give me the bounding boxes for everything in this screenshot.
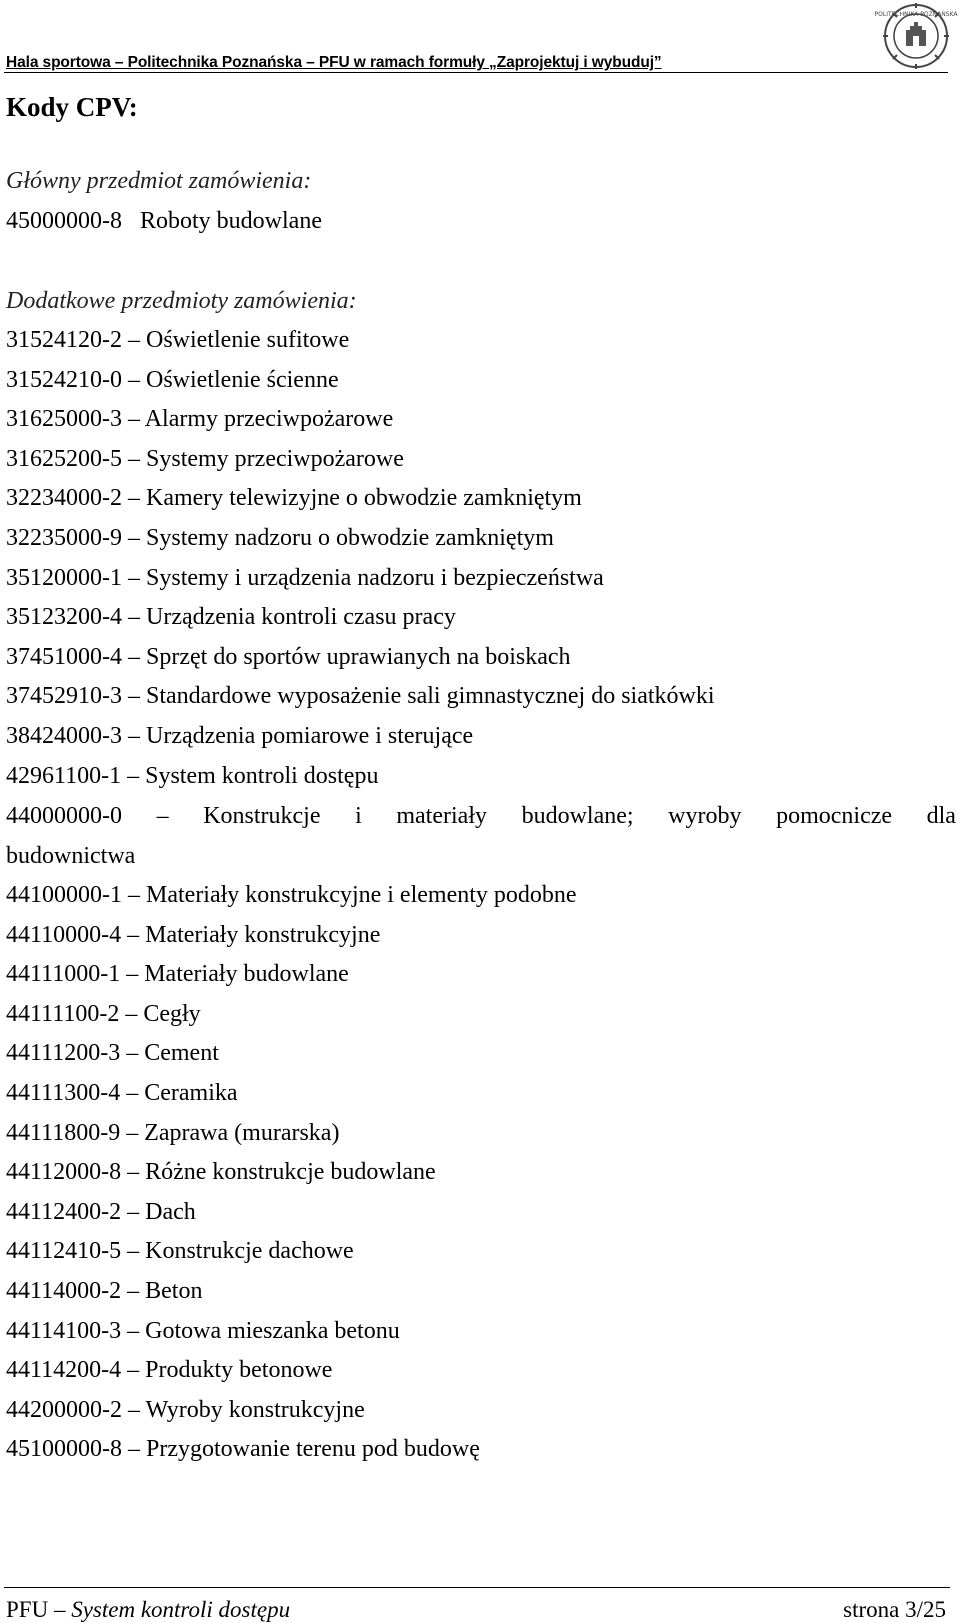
cpv-item-wrapped: 44000000-0 – Konstrukcje i materiały budowlane; wyroby pomocnicze dla	[6, 803, 956, 829]
cpv-description: Urządzenia pomiarowe i sterujące	[146, 723, 474, 749]
svg-text:POLITECHNIKA POZNAŃSKA: POLITECHNIKA POZNAŃSKA	[874, 11, 958, 18]
header-text: Hala sportowa – Politechnika Poznańska – PFU w ramach formuły „Zaprojektuj i wybuduj”	[6, 54, 662, 71]
cpv-code: 44111200-3	[6, 1040, 121, 1067]
cpv-description: Kamery telewizyjne o obwodzie zamkniętym	[146, 485, 582, 512]
cpv-description: Wyroby konstrukcyjne	[145, 1396, 365, 1423]
cpv-item: 31625000-3 – Alarmy przeciwpożarowe	[6, 406, 394, 433]
cpv-code: 44000000-0	[6, 803, 122, 829]
cpv-item: 44112400-2 – Dach	[6, 1198, 196, 1225]
cpv-description: Alarmy przeciwpożarowe	[144, 406, 394, 433]
cpv-item: 35123200-4 – Urządzenia kontroli czasu pracy	[6, 604, 456, 631]
cpv-item-continuation: budownictwa	[6, 843, 136, 869]
cpv-description: Dach	[145, 1198, 196, 1225]
footer-document-title: PFU – System kontroli dostępu	[6, 1597, 291, 1622]
cpv-item: 44100000-1 – Materiały konstrukcyjne i elementy podobne	[6, 882, 577, 908]
cpv-item: 44200000-2 – Wyroby konstrukcyjne	[6, 1396, 365, 1423]
page-footer	[4, 1587, 950, 1622]
cpv-description: Materiały konstrukcyjne i elementy podobne	[146, 882, 577, 908]
cpv-description: Roboty budowlane	[140, 208, 322, 234]
cpv-code: 32234000-2	[6, 485, 122, 512]
cpv-description: Zaprawa (murarska)	[144, 1119, 340, 1146]
page-header	[4, 48, 948, 73]
cpv-code: 44114200-4	[6, 1357, 122, 1384]
cpv-description: Beton	[145, 1278, 203, 1304]
cpv-description: Materiały budowlane	[144, 961, 349, 988]
cpv-code: 31524210-0	[6, 366, 122, 393]
cpv-description: Systemy i urządzenia nadzoru i bezpieczeństwa	[146, 564, 604, 591]
cpv-description: Systemy przeciwpożarowe	[146, 445, 404, 472]
cpv-description: Różne konstrukcje budowlane	[145, 1159, 436, 1186]
cpv-description: Cegły	[143, 1000, 201, 1027]
cpv-item: 32235000-9 – Systemy nadzoru o obwodzie zamkniętym	[6, 525, 554, 551]
cpv-description: Sprzęt do sportów uprawianych na boiskach	[146, 643, 571, 670]
cpv-description: Oświetlenie sufitowe	[146, 327, 350, 353]
cpv-code: 44110000-4	[6, 921, 122, 948]
cpv-description: Standardowe wyposażenie sali gimnastycznej do siatkówki	[146, 683, 715, 710]
additional-subjects-label: Dodatkowe przedmioty zamówienia:	[6, 288, 357, 314]
cpv-code: 44100000-1	[6, 882, 122, 908]
cpv-item: 37452910-3 – Standardowe wyposażenie sali gimnastycznej do siatkówki	[6, 683, 715, 710]
cpv-code: 44112410-5	[6, 1238, 122, 1265]
cpv-code: 42961100-1	[6, 762, 122, 789]
page-title: Kody CPV:	[6, 92, 138, 122]
cpv-code: 44200000-2	[6, 1396, 122, 1423]
cpv-code: 37451000-4	[6, 643, 122, 670]
cpv-description: Materiały konstrukcyjne	[145, 921, 381, 948]
cpv-code: 35120000-1	[6, 564, 122, 591]
cpv-description: System kontroli dostępu	[145, 762, 379, 789]
cpv-code: 44114100-3	[6, 1317, 122, 1344]
cpv-code: 45100000-8	[6, 1436, 122, 1463]
cpv-item: 44111000-1 – Materiały budowlane	[6, 961, 349, 988]
cpv-description: Produkty betonowe	[145, 1357, 333, 1384]
cpv-item: 44111800-9 – Zaprawa (murarska)	[6, 1119, 340, 1146]
cpv-item: 44112410-5 – Konstrukcje dachowe	[6, 1238, 354, 1265]
cpv-item: 32234000-2 – Kamery telewizyjne o obwodzie zamkniętym	[6, 485, 582, 512]
cpv-item: 31625200-5 – Systemy przeciwpożarowe	[6, 445, 404, 472]
cpv-item: 44111300-4 – Ceramika	[6, 1080, 238, 1106]
university-logo	[874, 2, 958, 70]
cpv-item: 44114200-4 – Produkty betonowe	[6, 1357, 333, 1384]
cpv-description: Systemy nadzoru o obwodzie zamkniętym	[146, 525, 554, 551]
cpv-code: 31625200-5	[6, 445, 122, 472]
cpv-item: 42961100-1 – System kontroli dostępu	[6, 762, 379, 789]
cpv-description: Ceramika	[144, 1080, 238, 1106]
cpv-description: Cement	[144, 1040, 219, 1067]
cpv-code: 44111100-2	[6, 1000, 120, 1027]
cpv-item: 45100000-8 – Przygotowanie terenu pod budowę	[6, 1436, 480, 1463]
cpv-item: 38424000-3 – Urządzenia pomiarowe i sterujące	[6, 723, 474, 749]
cpv-code: 44111000-1	[6, 961, 121, 988]
cpv-code: 44114000-2	[6, 1278, 122, 1304]
main-subject-label: Główny przedmiot zamówienia:	[6, 168, 312, 194]
cpv-item: 44110000-4 – Materiały konstrukcyjne	[6, 921, 381, 948]
cpv-item: 44114100-3 – Gotowa mieszanka betonu	[6, 1317, 400, 1344]
cpv-item: 44111200-3 – Cement	[6, 1040, 219, 1067]
cpv-description: Oświetlenie ścienne	[146, 366, 339, 393]
main-subject-item	[6, 208, 322, 235]
cpv-code: 35123200-4	[6, 604, 122, 631]
cpv-item: 44112000-8 – Różne konstrukcje budowlane	[6, 1159, 436, 1186]
cpv-code: 31524120-2	[6, 327, 122, 353]
cpv-item: 31524210-0 – Oświetlenie ścienne	[6, 366, 339, 393]
cpv-code: 44112400-2	[6, 1198, 122, 1225]
page-number: strona 3/25	[843, 1597, 946, 1622]
cpv-code: 31625000-3	[6, 406, 122, 433]
cpv-code: 37452910-3	[6, 683, 122, 710]
cpv-item: 35120000-1 – Systemy i urządzenia nadzoru i bezpieczeństwa	[6, 564, 604, 591]
cpv-code: 45000000-8	[6, 208, 122, 234]
cpv-code: 32235000-9	[6, 525, 122, 551]
cpv-description: Urządzenia kontroli czasu pracy	[146, 604, 456, 631]
cpv-code: 44111300-4	[6, 1080, 121, 1106]
cpv-code: 38424000-3	[6, 723, 122, 749]
cpv-item: 44114000-2 – Beton	[6, 1278, 203, 1304]
cpv-description: Gotowa mieszanka betonu	[145, 1317, 400, 1344]
cpv-item: 31524120-2 – Oświetlenie sufitowe	[6, 327, 350, 353]
cpv-description: Konstrukcje dachowe	[145, 1238, 354, 1265]
cpv-item: 37451000-4 – Sprzęt do sportów uprawianych na boiskach	[6, 643, 571, 670]
cpv-code: 44112000-8	[6, 1159, 122, 1186]
cpv-description: Przygotowanie terenu pod budowę	[146, 1436, 480, 1463]
cpv-item: 44111100-2 – Cegły	[6, 1000, 201, 1027]
cpv-code: 44111800-9	[6, 1119, 121, 1146]
